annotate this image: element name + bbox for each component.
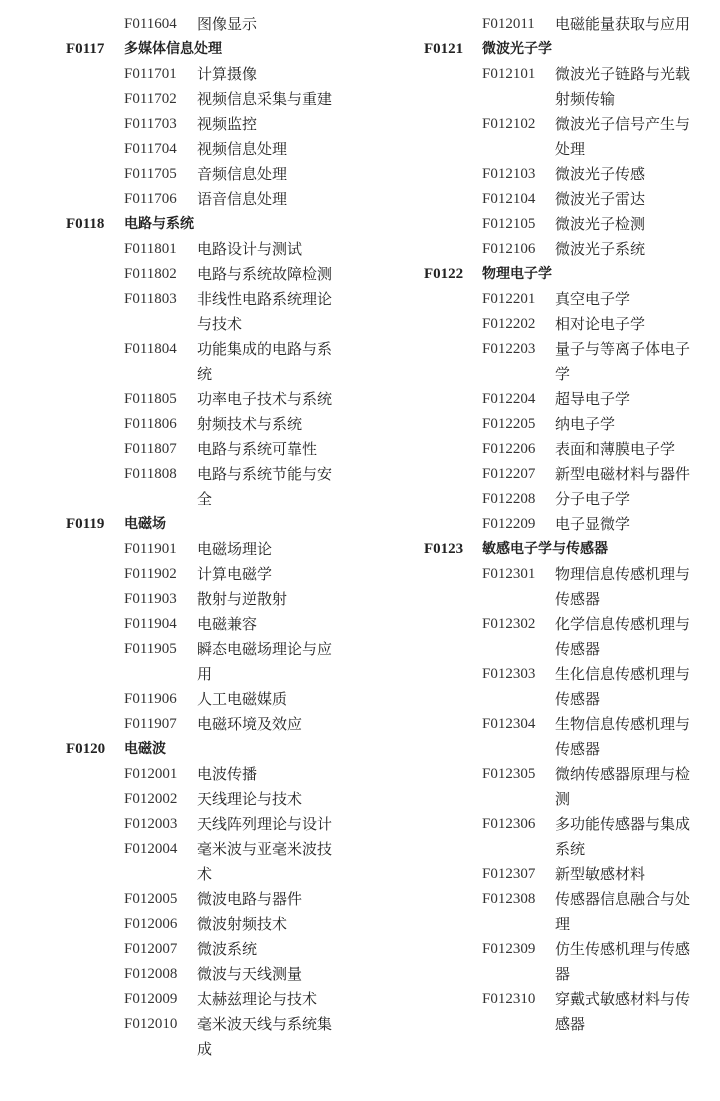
subject-name: 电路设计与测试: [197, 240, 303, 258]
subject-item: [424, 887, 714, 937]
subject-code: F011705: [124, 166, 177, 182]
subject-name: 微波射频技术: [197, 915, 288, 933]
subject-item: [66, 62, 366, 87]
subject-item: [66, 687, 366, 712]
subject-item: [66, 587, 366, 612]
subject-item: [66, 337, 366, 387]
subject-name: 仿生传感机理与传感器: [555, 940, 691, 983]
subject-name: 视频信息处理: [197, 140, 288, 158]
subject-code: F011704: [124, 141, 177, 157]
discipline-section: [66, 737, 366, 1062]
subject-code: F012207: [482, 466, 536, 482]
subject-name: 毫米波天线与系统集成: [197, 1015, 333, 1058]
subject-name: 电磁环境及效应: [197, 715, 303, 733]
subject-item: [66, 237, 366, 262]
subject-code: F012004: [124, 841, 178, 857]
left-column: [66, 12, 366, 1062]
subject-item: [424, 937, 714, 987]
section-code: F0119: [66, 516, 105, 532]
discipline-section: [66, 12, 366, 37]
subject-code: F012305: [482, 766, 536, 782]
subject-name: 射频技术与系统: [197, 415, 303, 433]
subject-code: F012105: [482, 216, 536, 232]
section-code: F0122: [424, 266, 464, 282]
subject-code: F011604: [124, 16, 177, 32]
discipline-section: [424, 537, 714, 1037]
subject-name: 人工电磁媒质: [197, 690, 288, 708]
subject-code: F011803: [124, 291, 177, 307]
subject-item: [66, 162, 366, 187]
subject-name: 视频信息采集与重建: [197, 90, 333, 108]
subject-code: F011907: [124, 716, 177, 732]
subject-item: [424, 387, 714, 412]
subject-name: 微波光子雷达: [555, 190, 646, 208]
subject-name: 微波光子信号产生与处理: [555, 115, 691, 158]
subject-code: F012310: [482, 991, 536, 1007]
subject-code: F012309: [482, 941, 536, 957]
subject-code: F012101: [482, 66, 536, 82]
subject-name: 功率电子技术与系统: [197, 390, 333, 408]
subject-item: [424, 862, 714, 887]
section-heading: [66, 37, 366, 62]
subject-item: [66, 112, 366, 137]
subject-name: 毫米波与亚毫米波技术: [197, 840, 333, 883]
subject-code: F012104: [482, 191, 536, 207]
subject-name: 音频信息处理: [197, 165, 288, 183]
subject-name: 微波光子检测: [555, 215, 646, 233]
subject-code: F011906: [124, 691, 177, 707]
subject-name: 纳电子学: [555, 415, 616, 433]
subject-item: [424, 662, 714, 712]
subject-name: 化学信息传感机理与传感器: [555, 615, 691, 658]
subject-code: F012204: [482, 391, 536, 407]
subject-name: 微波光子链路与光载射频传输: [555, 65, 691, 108]
subject-code: F011701: [124, 66, 177, 82]
subject-name: 天线理论与技术: [197, 790, 303, 808]
subject-code: F012303: [482, 666, 536, 682]
subject-code: F012005: [124, 891, 178, 907]
subject-item: [66, 137, 366, 162]
subject-name: 语音信息处理: [197, 190, 288, 208]
subject-name: 新型敏感材料: [555, 865, 646, 883]
subject-item: [66, 937, 366, 962]
discipline-section: [424, 12, 714, 37]
subject-item: [66, 387, 366, 412]
subject-item: [424, 287, 714, 312]
subject-name: 视频监控: [197, 115, 258, 133]
subject-name: 微波光子系统: [555, 240, 646, 258]
subject-code: F012106: [482, 241, 536, 257]
subject-item: [424, 312, 714, 337]
subject-name: 电路与系统故障检测: [197, 265, 333, 283]
subject-name: 量子与等离子体电子学: [555, 340, 691, 383]
subject-item: [424, 212, 714, 237]
subject-item: [66, 437, 366, 462]
subject-item: [66, 762, 366, 787]
subject-item: [66, 87, 366, 112]
discipline-section: [66, 512, 366, 737]
subject-code: F011804: [124, 341, 177, 357]
subject-code: F012301: [482, 566, 536, 582]
subject-code: F011805: [124, 391, 177, 407]
subject-name: 微波系统: [197, 940, 258, 958]
subject-code: F012102: [482, 116, 536, 132]
section-heading: [66, 212, 366, 237]
subject-item: [66, 912, 366, 937]
subject-code: F011706: [124, 191, 177, 207]
subject-code: F011807: [124, 441, 177, 457]
subject-code: F012010: [124, 1016, 178, 1032]
subject-name: 电子显微学: [555, 515, 631, 533]
subject-item: [424, 487, 714, 512]
subject-item: [424, 462, 714, 487]
section-title: 电磁波: [124, 741, 166, 757]
subject-item: [424, 12, 714, 37]
subject-code: F012205: [482, 416, 536, 432]
subject-name: 分子电子学: [555, 490, 631, 508]
subject-item: [66, 962, 366, 987]
subject-item: [424, 62, 714, 112]
subject-name: 电磁能量获取与应用: [555, 15, 691, 33]
subject-name: 超导电子学: [555, 390, 631, 408]
discipline-section: [424, 262, 714, 537]
section-code: F0121: [424, 41, 464, 57]
section-title: 电磁场: [124, 516, 166, 532]
subject-name: 功能集成的电路与系统: [197, 340, 333, 383]
subject-code: F012304: [482, 716, 536, 732]
subject-name: 电磁场理论: [197, 540, 273, 558]
subject-item: [424, 612, 714, 662]
section-heading: [424, 262, 714, 287]
discipline-section: [66, 212, 366, 512]
subject-name: 散射与逆散射: [197, 590, 288, 608]
subject-name: 电路与系统节能与安全: [197, 465, 333, 508]
subject-name: 穿戴式敏感材料与传感器: [555, 990, 691, 1033]
subject-item: [66, 887, 366, 912]
subject-name: 天线阵列理论与设计: [197, 815, 333, 833]
subject-item: [424, 987, 714, 1037]
section-code: F0120: [66, 741, 106, 757]
subject-code: F012308: [482, 891, 536, 907]
subject-code: F012103: [482, 166, 536, 182]
subject-code: F011808: [124, 466, 177, 482]
subject-item: [66, 412, 366, 437]
subject-item: [424, 762, 714, 812]
subject-name: 瞬态电磁场理论与应用: [197, 640, 333, 683]
subject-item: [66, 12, 366, 37]
subject-item: [66, 287, 366, 337]
subject-name: 微波与天线测量: [197, 965, 303, 983]
subject-name: 非线性电路系统理论与技术: [197, 290, 333, 333]
subject-item: [66, 562, 366, 587]
subject-name: 微纳传感器原理与检测: [555, 765, 691, 808]
subject-item: [424, 437, 714, 462]
subject-name: 电路与系统可靠性: [197, 440, 318, 458]
subject-code: F012203: [482, 341, 536, 357]
subject-code: F011902: [124, 566, 177, 582]
right-column: [424, 12, 714, 1037]
subject-name: 传感器信息融合与处理: [555, 890, 691, 933]
subject-code: F012208: [482, 491, 536, 507]
section-heading: [66, 512, 366, 537]
subject-name: 真空电子学: [555, 290, 631, 308]
subject-name: 电磁兼容: [197, 615, 258, 633]
subject-code: F012002: [124, 791, 178, 807]
subject-item: [424, 812, 714, 862]
section-heading: [424, 37, 714, 62]
section-code: F0117: [66, 41, 105, 57]
section-title: 敏感电子学与传感器: [482, 541, 608, 557]
subject-code: F011905: [124, 641, 177, 657]
subject-code: F012008: [124, 966, 178, 982]
subject-item: [66, 462, 366, 512]
subject-code: F012006: [124, 916, 178, 932]
subject-code: F012306: [482, 816, 536, 832]
section-title: 微波光子学: [482, 41, 552, 57]
subject-code: F011806: [124, 416, 177, 432]
subject-code: F011702: [124, 91, 177, 107]
subject-code: F012001: [124, 766, 178, 782]
section-title: 多媒体信息处理: [124, 41, 222, 57]
subject-item: [66, 787, 366, 812]
subject-item: [424, 512, 714, 537]
subject-item: [66, 837, 366, 887]
subject-code: F012307: [482, 866, 536, 882]
subject-item: [424, 562, 714, 612]
subject-name: 新型电磁材料与器件: [555, 465, 691, 483]
subject-item: [66, 637, 366, 687]
subject-item: [66, 187, 366, 212]
subject-item: [424, 237, 714, 262]
subject-name: 计算摄像: [197, 65, 258, 83]
subject-item: [424, 112, 714, 162]
subject-name: 微波光子传感: [555, 165, 646, 183]
subject-item: [66, 812, 366, 837]
subject-code: F011904: [124, 616, 177, 632]
subject-code: F011802: [124, 266, 177, 282]
subject-code: F012302: [482, 616, 536, 632]
subject-item: [424, 712, 714, 762]
subject-item: [66, 1012, 366, 1062]
section-code: F0123: [424, 541, 464, 557]
discipline-section: [66, 37, 366, 212]
subject-code: F012007: [124, 941, 178, 957]
subject-code: F011801: [124, 241, 177, 257]
subject-code: F012206: [482, 441, 536, 457]
subject-item: [66, 987, 366, 1012]
subject-name: 相对论电子学: [555, 315, 646, 333]
subject-item: [424, 162, 714, 187]
subject-item: [424, 187, 714, 212]
section-code: F0118: [66, 216, 105, 232]
subject-code: F012202: [482, 316, 536, 332]
subject-item: [66, 712, 366, 737]
discipline-section: [424, 37, 714, 262]
subject-name: 微波电路与器件: [197, 890, 303, 908]
section-heading: [66, 737, 366, 762]
subject-code: F012003: [124, 816, 178, 832]
subject-code: F012011: [482, 16, 535, 32]
subject-code: F012201: [482, 291, 536, 307]
subject-code: F011901: [124, 541, 177, 557]
section-title: 电路与系统: [124, 216, 194, 232]
subject-name: 物理信息传感机理与传感器: [555, 565, 691, 608]
subject-code: F011703: [124, 116, 177, 132]
subject-name: 生化信息传感机理与传感器: [555, 665, 691, 708]
subject-code: F012009: [124, 991, 178, 1007]
subject-item: [66, 537, 366, 562]
subject-name: 太赫兹理论与技术: [197, 990, 318, 1008]
subject-item: [424, 337, 714, 387]
section-title: 物理电子学: [482, 266, 552, 282]
subject-name: 表面和薄膜电子学: [555, 440, 676, 458]
subject-item: [424, 412, 714, 437]
subject-name: 多功能传感器与集成系统: [555, 815, 691, 858]
subject-name: 生物信息传感机理与传感器: [555, 715, 691, 758]
subject-code: F011903: [124, 591, 177, 607]
subject-item: [66, 612, 366, 637]
subject-code: F012209: [482, 516, 536, 532]
subject-item: [66, 262, 366, 287]
subject-name: 计算电磁学: [197, 565, 273, 583]
subject-name: 图像显示: [197, 15, 258, 33]
subject-name: 电波传播: [197, 765, 258, 783]
section-heading: [424, 537, 714, 562]
